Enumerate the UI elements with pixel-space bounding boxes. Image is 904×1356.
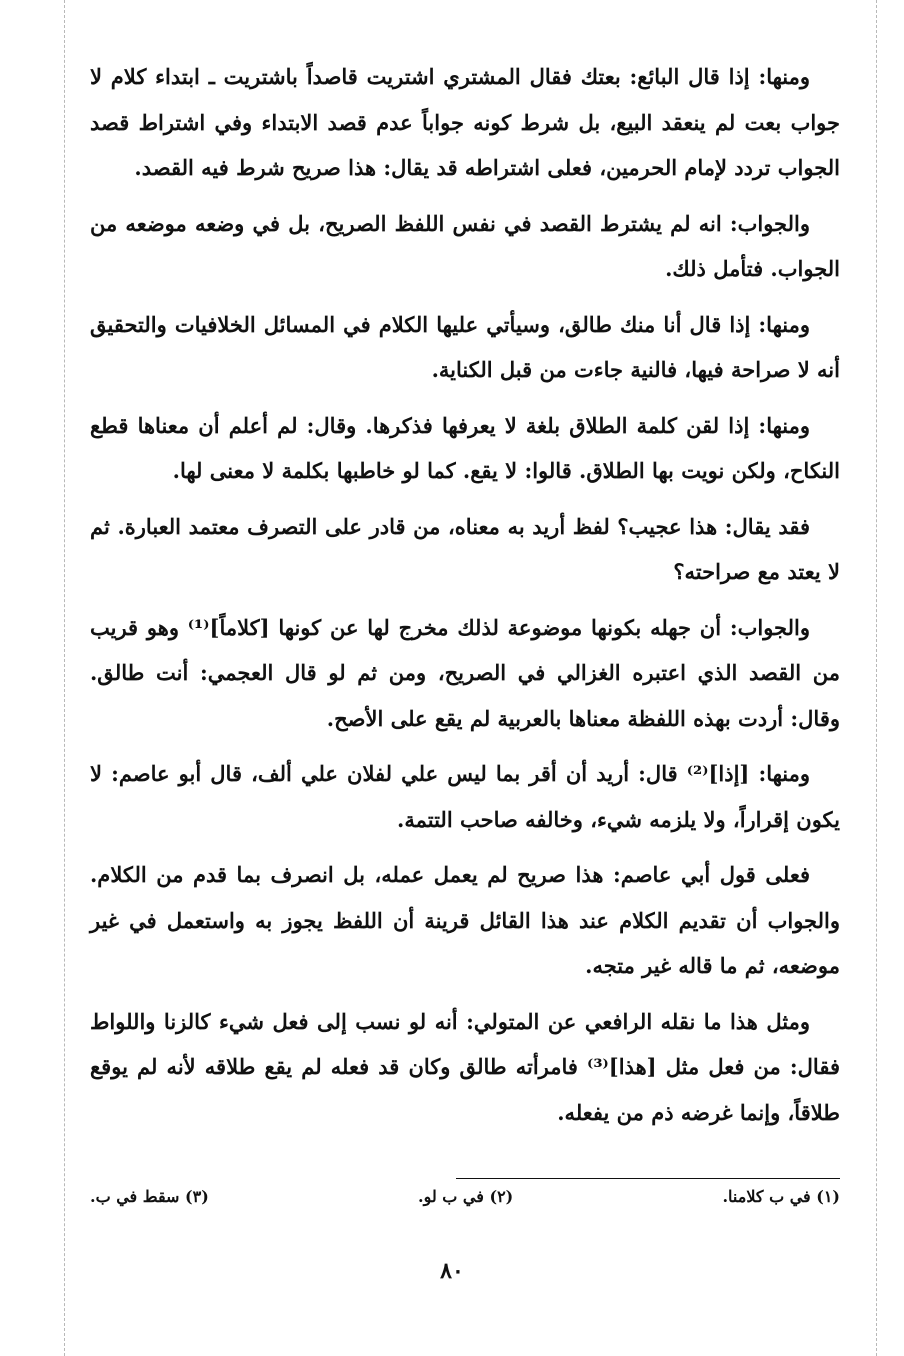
- paragraph-1: ومنها: إذا قال البائع: بعتك فقال المشتري اشتريت قاصداً باشتريت ـ ابتداء كلام لا جواب بعت لم ينعقد البيع، بل شرط كونه جواباً عدم قصد الابتداء وفي اشتراط قصد الجواب تردد لإمام الحرمين، فعلى اشتراطه قد يقال: هذا صريح شرط فيه القصد.: [90, 64, 840, 180]
- paragraph-3: ومنها: إذا قال أنا منك طالق، وسيأتي عليها الكلام في المسائل الخلافيات والتحقيق أنه لا صراحة فيها، فالنية جاءت من قبل الكناية.: [90, 311, 840, 382]
- paragraph-6: والجواب: أن جهله بكونها موضوعة لذلك مخرج لها عن كونها [كلاماً]⁽¹⁾ وهو قريب من القصد الذي اعتبره الغزالي في الصريح، ومن ثم لو قال العجمي: أنت طالق. وقال: أردت بهذه اللفظة معناها بالعربية لم يقع على الأصح.: [90, 614, 840, 731]
- footnote-row: [90, 1185, 840, 1209]
- footnote-divider: [456, 1178, 840, 1179]
- paragraph-7: ومنها: [إذا]⁽²⁾ قال: أريد أن أقر بما ليس علي لفلان علي ألف، قال أبو عاصم: لا يكون إقراراً، ولا يلزمه شيء، وخالفه صاحب التتمة.: [90, 761, 840, 832]
- footnotes: [90, 1178, 840, 1209]
- footnote-2: (٢) في ب لو.: [418, 1187, 514, 1206]
- document-body: [90, 54, 840, 1145]
- footnote-1: (١) في ب كلامنا.: [722, 1187, 840, 1206]
- scan-margin-line-left: [64, 0, 65, 1356]
- paragraph-9: ومثل هذا ما نقله الرافعي عن المتولي: أنه لو نسب إلى فعل شيء كالزنا واللواط فقال: من فعل مثل [هذا]⁽³⁾ فامرأته طالق وكان قد فعله لم يقع طلاقه لأنه لم يوقع طلاقاً، وإنما غرضه ذم من يفعله.: [90, 1008, 840, 1125]
- paragraph-4: ومنها: إذا لقن كلمة الطلاق بلغة لا يعرفها فذكرها. وقال: لم أعلم أن معناها قطع النكاح، ولكن نويت بها الطلاق. قالوا: لا يقع. كما لو خاطبها بكلمة لا معنى لها.: [90, 412, 840, 483]
- scan-margin-line-right: [876, 0, 877, 1356]
- paragraph-5: فقد يقال: هذا عجيب؟ لفظ أريد به معناه، من قادر على التصرف معتمد العبارة. ثم لا يعتد مع صراحته؟: [90, 513, 840, 584]
- paragraph-8: فعلى قول أبي عاصم: هذا صريح لم يعمل عمله، بل انصرف بما قدم من الكلام. والجواب أن تقديم الكلام عند هذا القائل قرينة أن اللفظ يجوز به واستعمل في غير موضعه، ثم ما قاله غير متجه.: [90, 862, 840, 978]
- page-number: ٨٠: [440, 1258, 464, 1284]
- paragraph-2: والجواب: انه لم يشترط القصد في نفس اللفظ الصريح، بل في وضعه موضعه من الجواب. فتأمل ذلك.: [90, 210, 840, 281]
- footnote-3: (٣) سقط في ب.: [90, 1187, 209, 1206]
